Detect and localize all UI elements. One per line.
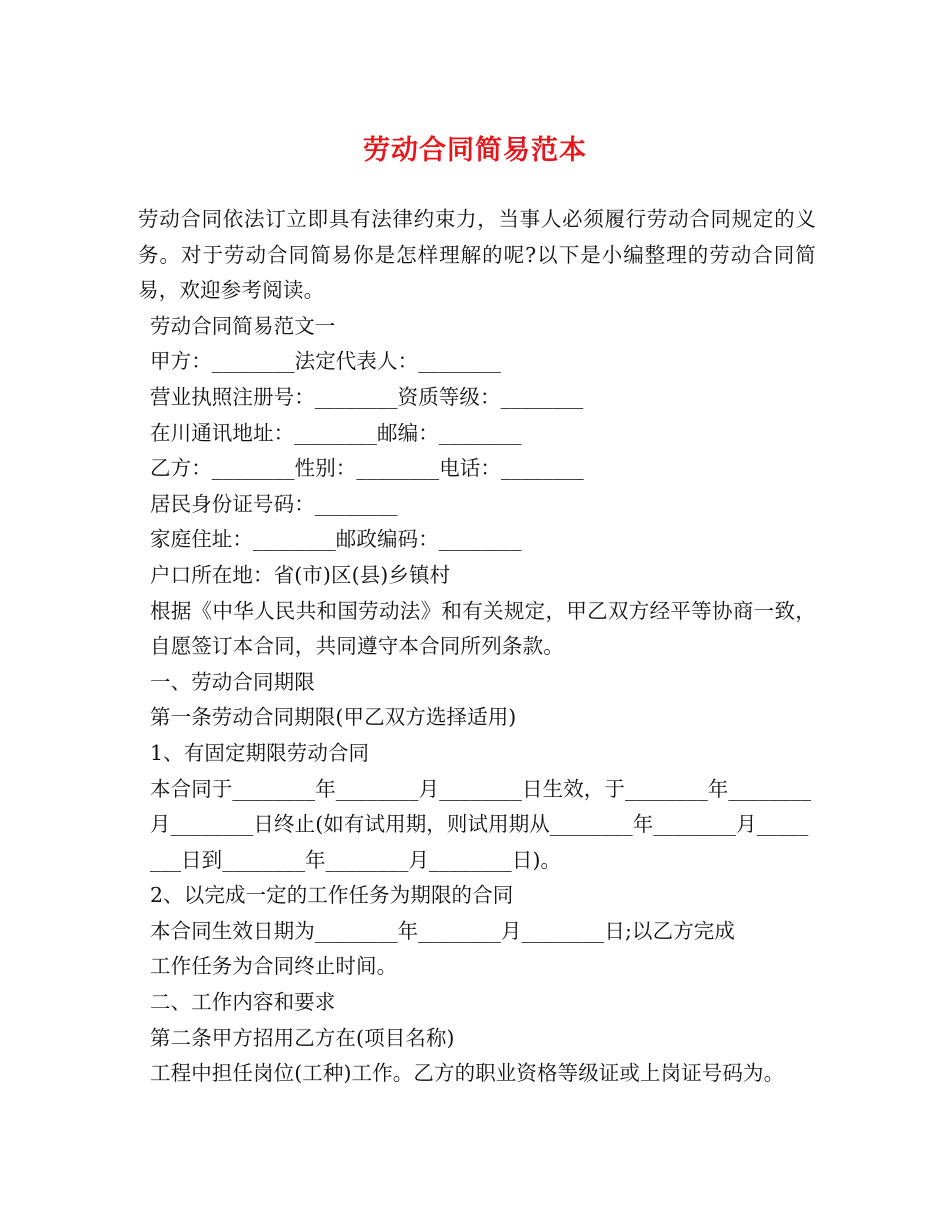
sample-heading: 劳动合同简易范文一 [150,313,336,338]
business-license-line: 营业执照注册号：________资质等级：________ [150,384,584,409]
section-1-heading: 一、劳动合同期限 [150,669,315,694]
article-1: 第一条劳动合同期限(甲乙双方选择适用) [150,705,517,730]
item-2-text-a: 本合同生效日期为________年________月________日;以乙方完成 [150,918,736,943]
item-2-text-b: 工作任务为合同终止时间。 [150,954,398,979]
item-2-heading: 2、以完成一定的工作任务为期限的合同 [150,883,514,908]
party-b-line: 乙方：________性别：________电话：________ [150,456,584,481]
item-1-text: 本合同于________年________月________日生效，于________年________月________日终止(如有试用期，则试用期从________年________月________日到________年________月________日)。 [150,776,812,872]
address-line: 在川通讯地址：________邮编：________ [150,420,522,445]
item-1-heading: 1、有固定期限劳动合同 [150,740,370,765]
section-2-heading: 二、工作内容和要求 [150,990,336,1015]
id-number-line: 居民身份证号码：________ [150,491,398,516]
basis-paragraph: 根据《中华人民共和国劳动法》和有关规定，甲乙双方经平等协商一致，自愿签订本合同，共同遵守本合同所列条款。 [150,598,816,659]
party-a-line: 甲方：________法定代表人：________ [150,349,501,374]
household-registration-line: 户口所在地：省(市)区(县)乡镇村 [150,562,451,587]
home-address-line: 家庭住址：________邮政编码：________ [150,527,522,552]
article-2: 第二条甲方招用乙方在(项目名称) [150,1025,455,1050]
article-2-text: 工程中担任岗位(工种)工作。乙方的职业资格等级证或上岗证号码为。 [150,1061,785,1086]
document-title: 劳动合同简易范本 [363,135,587,166]
intro-paragraph: 劳动合同依法订立即具有法律约束力，当事人必须履行劳动合同规定的义务。对于劳动合同简易你是怎样理解的呢?以下是小编整理的劳动合同简易，欢迎参考阅读。 [138,207,816,303]
document-body [138,202,816,1092]
